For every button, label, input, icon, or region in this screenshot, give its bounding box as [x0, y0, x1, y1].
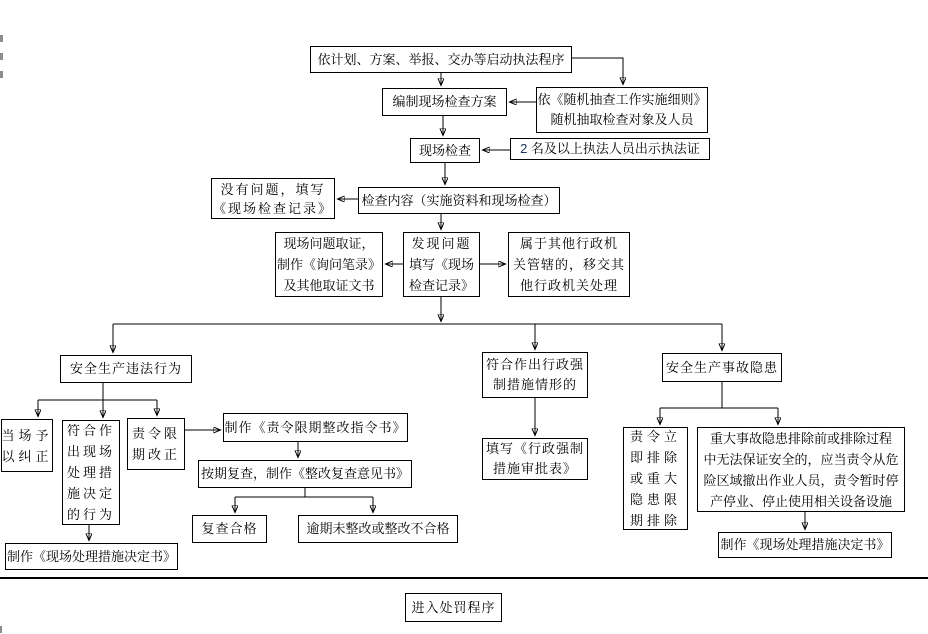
flow-box-make-inspection-plan	[382, 88, 507, 116]
page-edge-tick	[0, 35, 3, 42]
box-text-line: 安全生产事故隐患	[665, 359, 778, 375]
box-text-line	[520, 139, 700, 159]
box-text-line: 以纠正	[1, 448, 53, 464]
box-text-line: 现场问题取证，	[283, 236, 375, 251]
box-text-line: 重大事故隐患排除前或排除过程	[709, 430, 892, 446]
box-text-line: 填写《行政强制	[485, 441, 584, 456]
flow-box-random-sampling-rule	[536, 87, 708, 133]
flow-box-correct-on-spot	[1, 419, 53, 472]
box-text-line: 关管辖的，移交其	[512, 257, 625, 272]
box-text-line: 符合作	[66, 423, 115, 438]
box-text-line: 现场检查	[418, 142, 471, 158]
box-text-line: 产停业、停止使用相关设备设施	[709, 493, 892, 509]
review-branch-stem	[235, 488, 373, 497]
box-text-line: 他行政机关处理	[519, 278, 618, 293]
flow-box-review-fail	[298, 515, 458, 543]
box-text-line: 发现问题	[411, 236, 472, 251]
flow-box-coercive-approval-form	[482, 438, 588, 480]
box-text-line: 符合作出行政强	[485, 357, 584, 372]
flow-box-measure-decision-left	[5, 543, 178, 570]
flow-box-problem-found-record	[403, 232, 480, 297]
box-text-line: 出现场	[66, 444, 115, 459]
box-text-line: 当场予	[1, 427, 53, 443]
box-text-line: 编制现场检查方案	[392, 94, 497, 109]
box-text-line: 属于其他行政机	[519, 236, 618, 251]
box-text-line: 中无法保证安全的，应当责令从危	[703, 451, 899, 467]
box-text-line: 依《随机抽查工作实施细则》	[537, 92, 707, 107]
flow-box-enter-penalty-procedure	[405, 593, 502, 622]
flow-box-rectification-order	[223, 413, 408, 442]
officer-count: 2	[520, 141, 528, 156]
box-text-line: 进入处罚程序	[411, 599, 496, 615]
box-text-line: 逾期未整改或整改不合格	[306, 521, 450, 536]
box-text-line: 施决定	[66, 486, 115, 501]
box-text-line: 《现场检查记录》	[212, 200, 333, 216]
flow-box-order-deadline-correct	[127, 418, 185, 470]
flow-box-site-inspection	[410, 138, 480, 163]
flow-box-illegal-act	[60, 355, 192, 383]
hazard-branch-stem	[660, 382, 778, 408]
box-text-line: 复查合格	[201, 521, 258, 536]
page-edge-tick	[0, 71, 3, 78]
box-text-line: 及其他取证文书	[283, 278, 375, 293]
box-text-line: 检查记录》	[408, 278, 474, 293]
flow-box-scheduled-review	[198, 460, 412, 488]
flow-box-measure-decision-right	[718, 532, 892, 558]
flow-box-onsite-measure-case	[62, 420, 120, 525]
box-text-line: 责令立	[629, 429, 681, 444]
box-text-line: 责令限	[131, 426, 180, 441]
flow-box-collect-evidence	[275, 232, 383, 297]
box-text-line: 制措施情形的	[492, 377, 577, 392]
flow-box-inspection-content	[358, 187, 560, 214]
flow-box-accident-hazard	[662, 353, 782, 382]
flow-box-start-procedure	[310, 46, 572, 73]
box-text-line: 按期复查，制作《整改复查意见书》	[200, 466, 409, 481]
box-text-line: 期排除	[629, 513, 681, 528]
box-text-line: 依计划、方案、举报、交办等启动执法程序	[317, 51, 565, 67]
box-text-line: 制作《责令限期整改指令书》	[224, 419, 407, 435]
flow-box-two-officers-show-id	[510, 138, 710, 160]
box-text-line: 没有问题，填写	[220, 181, 326, 197]
flow-box-no-problem-record	[211, 178, 335, 219]
page-edge-tick	[0, 626, 2, 633]
box-text-line: 即排除	[629, 450, 681, 465]
box-text-line: 制作《现场处理措施决定书》	[6, 548, 176, 564]
box-text-line: 期改正	[131, 447, 180, 462]
officer-text: 名及以上执法人员出示执法证	[527, 141, 700, 156]
page-edge-tick	[0, 53, 3, 60]
box-text-line: 安全生产违法行为	[69, 361, 182, 376]
box-text-line: 的行为	[66, 507, 115, 522]
box-text-line: 处理措	[66, 465, 115, 480]
box-text-line: 制作《询问笔录》	[276, 257, 381, 272]
box-text-line: 填写《现场	[408, 257, 474, 272]
flow-box-transfer-other-agency	[508, 232, 630, 297]
box-text-line: 险区域撤出作业人员，责令暂时停	[703, 472, 899, 488]
section-divider-line	[0, 577, 928, 579]
illegal-branch-stem	[38, 383, 157, 400]
flow-box-coercive-measure-case	[482, 352, 588, 398]
flow-box-order-eliminate-hazard	[623, 427, 688, 530]
box-text-line: 或重大	[629, 471, 681, 486]
box-text-line: 制作《现场处理措施决定书》	[720, 537, 890, 552]
box-text-line: 措施审批表》	[492, 461, 577, 476]
arrow-start-to-random-rule	[572, 58, 623, 84]
flow-box-review-pass	[192, 515, 267, 543]
box-text-line: 隐患限	[629, 492, 681, 507]
box-text-line: 随机抽取检查对象及人员	[550, 112, 694, 127]
flow-box-major-hazard-actions	[697, 427, 905, 512]
box-text-line: 检查内容（实施资料和现场检查）	[361, 192, 557, 208]
